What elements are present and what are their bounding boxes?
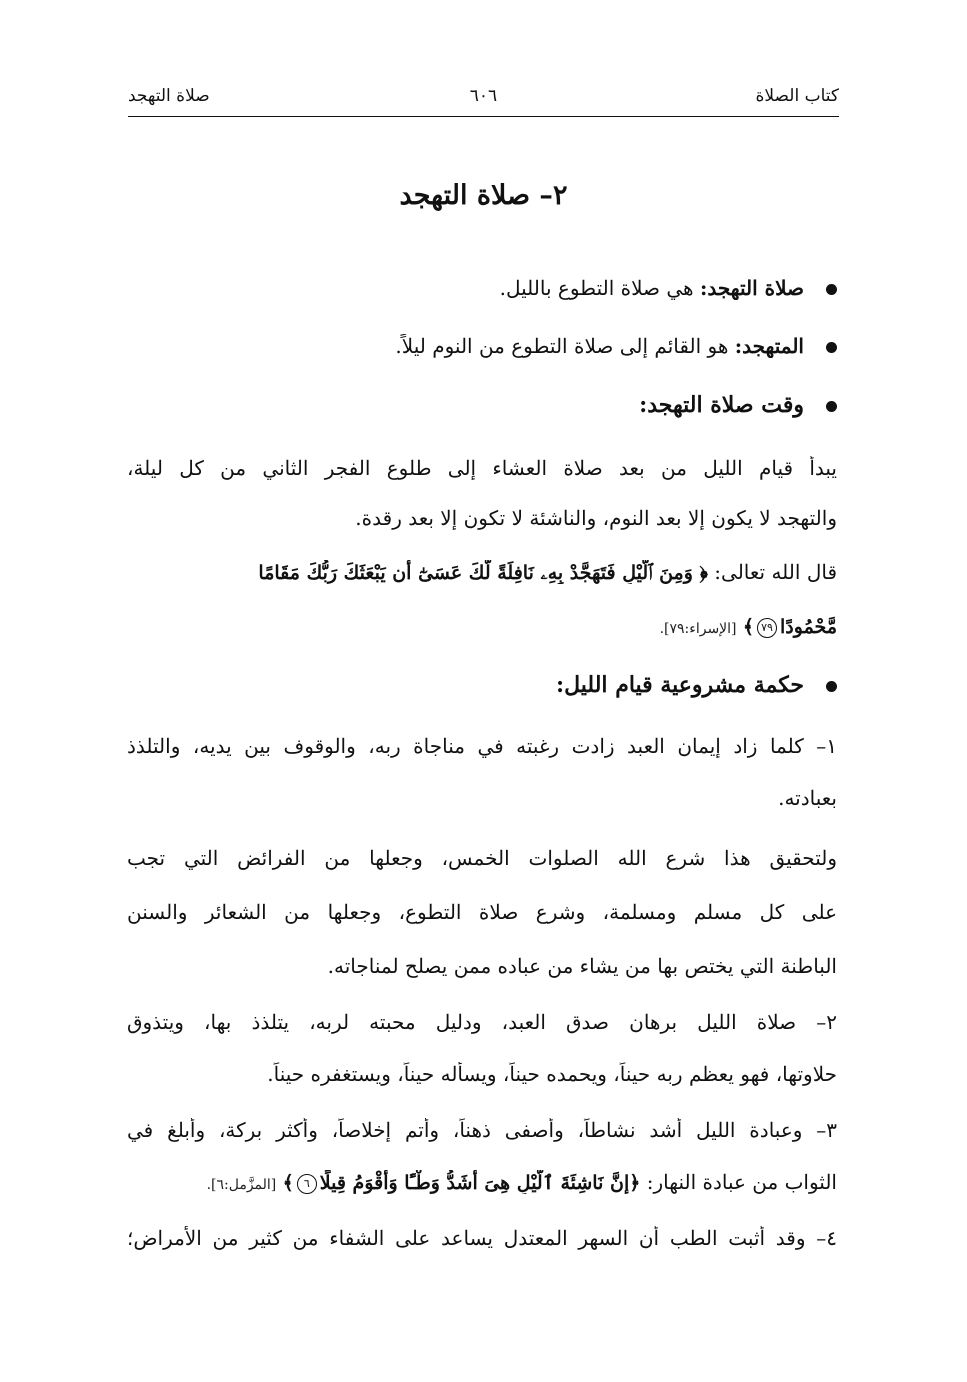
quran-reference: [المزَّمل:٦]. (206, 1177, 277, 1193)
bullet-icon (826, 284, 837, 295)
paragraph-line: حلاوتها، فهو يعظم ربه حيناً، ويحمده حيناً، ويسأله حيناً، ويستغفره حيناً. (267, 1062, 837, 1086)
paragraph-line: ٣– وعبادة الليل أشد نشاطاً، وأصفى ذهناً، وأتم إخلاصاً، وأكثر بركة، وأبلغ في (127, 1118, 837, 1142)
paragraph-line: ٤– وقد أثبت الطب أن السهر المعتدل يساعد على الشفاء من كثير من الأمراض؛ (127, 1226, 837, 1250)
header-section-title: صلاة التهجد (128, 86, 210, 106)
paragraph-line: ١– كلما زاد إيمان العبد زادت رغبته في مناجاة ربه، والوقوف بين يديه، والتلذذ (127, 734, 837, 758)
paragraph-line: بعبادته. (778, 786, 837, 810)
quran-reference: [الإسراء:٧٩]. (659, 621, 737, 637)
running-header (128, 82, 839, 117)
ayah-number-icon: ٧٩ (757, 618, 777, 638)
quran-quote-line (127, 560, 837, 584)
paragraph-line: على كل مسلم ومسلمة، وشرع صلاة التطوع، وجعلها من الشعائر والسنن (127, 900, 837, 924)
quran-quote-line (127, 1170, 837, 1194)
paragraph-text: الثواب من عبادة النهار: (640, 1170, 837, 1194)
bullet-term: صلاة التهجد: (699, 276, 804, 300)
bullet-definition (127, 276, 837, 300)
bullet-icon (826, 401, 837, 412)
quote-intro: قال الله تعالى: (707, 560, 837, 584)
bullet-text: هي صلاة التطوع بالليل. (499, 276, 700, 300)
paragraph-line: ٢– صلاة الليل برهان صدق العبد، ودليل محبته لربه، يتلذذ بها، ويتذوق (127, 1010, 837, 1034)
quran-text: مَّحْمُودًا (780, 616, 837, 638)
quran-quote-line (127, 614, 837, 638)
section-title: ٢– صلاة التهجد (399, 180, 568, 211)
quran-close: ﴾ (742, 616, 755, 638)
quran-text: ﴿ وَمِنَ ٱلَّيْلِ فَتَهَجَّدْ بِهِۦ نَافِلَةً لَّكَ عَسَىٰٓ أَن يَبْعَثَكَ رَبُّكَ مَقَامًا (258, 562, 708, 584)
bullet-term: المتهجد: (734, 334, 804, 358)
header-page-number: ٦٠٦ (469, 86, 498, 106)
bullet-heading: حكمة مشروعية قيام الليل: (556, 672, 804, 698)
header-book-title: كتاب الصلاة (755, 86, 839, 106)
bullet-time (127, 392, 837, 418)
bullet-text: هو القائم إلى صلاة التطوع من النوم ليلاً. (395, 334, 735, 358)
quran-close: ﴾ (282, 1172, 294, 1194)
ayah-number-icon: ٦ (297, 1174, 317, 1194)
bullet-heading: وقت صلاة التهجد: (639, 392, 804, 418)
paragraph-line: يبدأ قيام الليل من بعد صلاة العشاء إلى طلوع الفجر الثاني من كل ليلة، (127, 456, 837, 480)
bullet-icon (826, 681, 837, 692)
bullet-mutahajjid (127, 334, 837, 358)
bullet-icon (826, 342, 837, 353)
bullet-wisdom (127, 672, 837, 698)
paragraph-line: والتهجد لا يكون إلا بعد النوم، والناشئة لا تكون إلا بعد رقدة. (355, 506, 837, 530)
quran-text: ﴿إِنَّ نَاشِئَةَ ٱلَّيْلِ هِىَ أَشَدُّ وَطْـًٔا وَأَقْوَمُ قِيلًا (319, 1172, 641, 1194)
paragraph-line: الباطنة التي يختص بها من يشاء من عباده ممن يصلح لمناجاته. (327, 954, 837, 978)
paragraph-line: ولتحقيق هذا شرع الله الصلوات الخمس، وجعلها من الفرائض التي تجب (127, 846, 837, 870)
